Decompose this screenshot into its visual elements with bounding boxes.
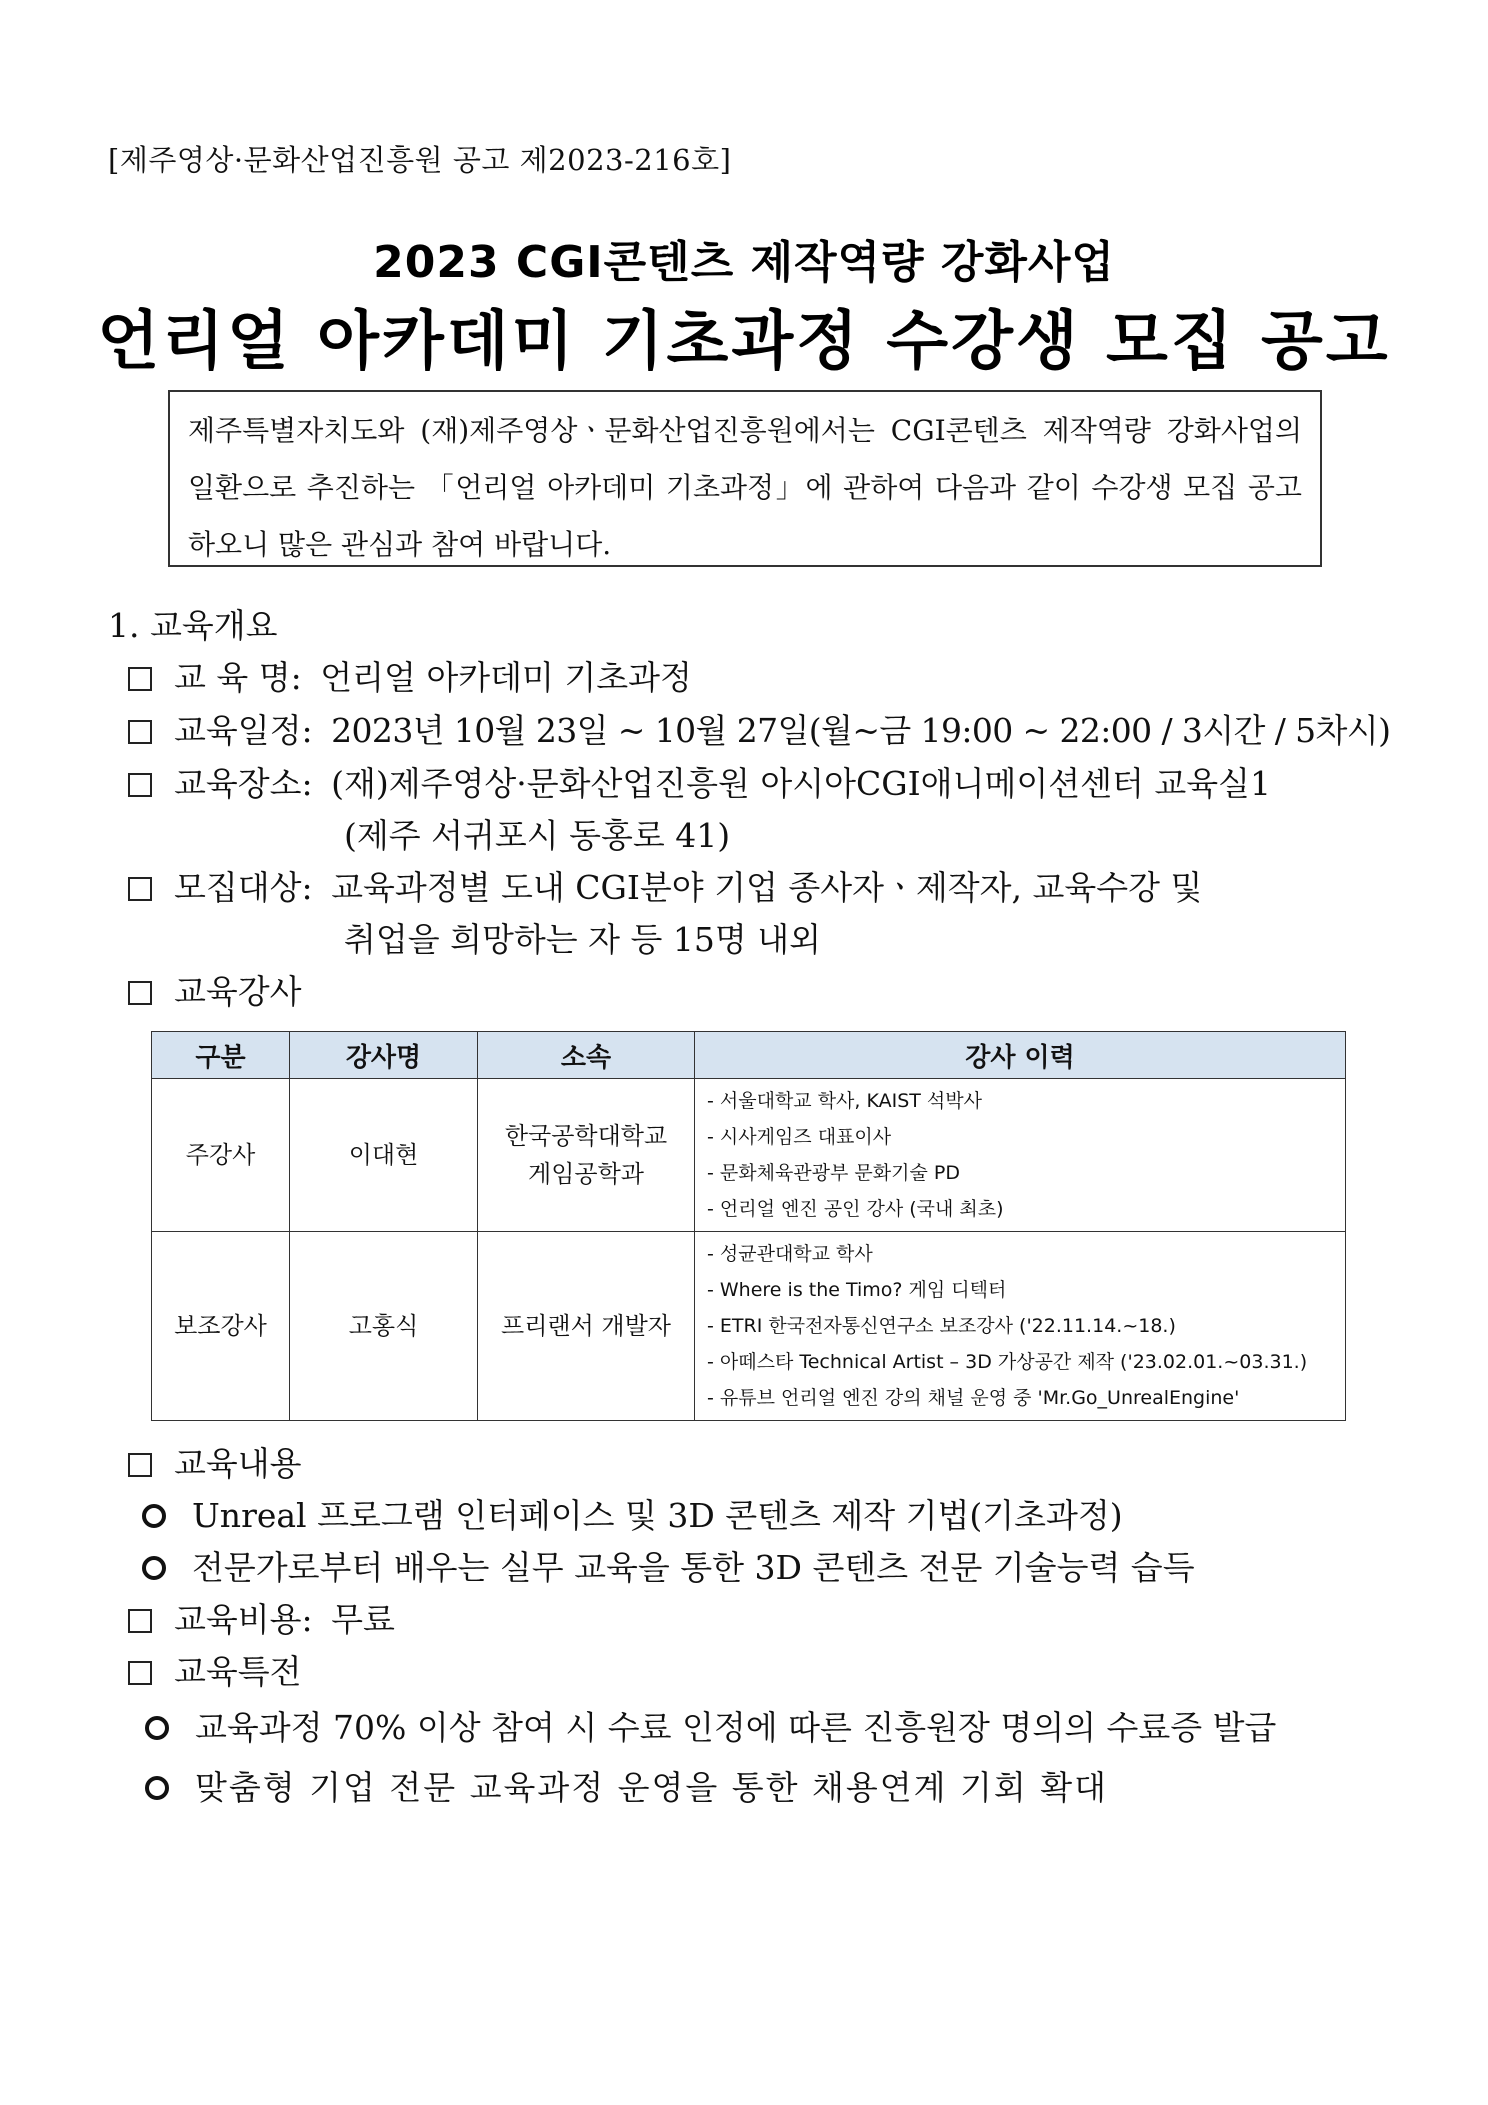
circle-bullet-icon bbox=[145, 1716, 169, 1740]
target-label: 모집대상: bbox=[174, 868, 313, 907]
circle-bullet-icon bbox=[145, 1776, 169, 1800]
instructor-table bbox=[151, 1031, 1346, 1421]
benefit-item bbox=[145, 1702, 1276, 1749]
target-value: 교육과정별 도내 CGI분야 기업 종사자ㆍ제작자, 교육수강 및 bbox=[331, 868, 1203, 907]
content-heading: 교육내용 bbox=[174, 1444, 302, 1483]
intro-text: 제주특별자치도와 (재)제주영상ㆍ문화산업진흥원에서는 CGI콘텐츠 제작역량 강화사업의 일환으로 추진하는 「언리얼 아카데미 기초과정」에 관하여 다음과 같이 수강생 모집 공고하오니 많은 관심과 참여 바랍니다. bbox=[188, 414, 1302, 561]
header-name: 강사명 bbox=[290, 1032, 478, 1079]
checkbox-square-icon bbox=[128, 667, 152, 691]
content-item-text: Unreal 프로그램 인터페이스 및 3D 콘텐츠 제작 기법(기초과정) bbox=[192, 1496, 1123, 1535]
benefit-item bbox=[145, 1762, 1108, 1809]
target-row bbox=[128, 862, 1202, 909]
affiliation-line: 프리랜서 개발자 bbox=[501, 1312, 671, 1340]
instructors-heading: 교육강사 bbox=[174, 972, 302, 1011]
table-row bbox=[152, 1079, 1346, 1232]
header-affiliation: 소속 bbox=[478, 1032, 695, 1079]
career-item: - ETRI 한국전자통신연구소 보조강사 ('22.11.14.~18.) bbox=[707, 1315, 1176, 1337]
career-item: - 시사게임즈 대표이사 bbox=[707, 1126, 892, 1148]
circle-bullet-icon bbox=[142, 1504, 166, 1528]
career-item: - 언리얼 엔진 공인 강사 (국내 최초) bbox=[707, 1198, 1004, 1220]
table-row bbox=[152, 1232, 1346, 1421]
cell-role: 주강사 bbox=[152, 1079, 290, 1232]
cost-value: 무료 bbox=[331, 1600, 395, 1639]
schedule-value: 2023년 10월 23일 ~ 10월 27일(월~금 19:00 ~ 22:00 / 3시간 / 5차시) bbox=[331, 711, 1391, 750]
target-value-2: 취업을 희망하는 자 등 15명 내외 bbox=[344, 920, 821, 959]
header-role: 구분 bbox=[152, 1032, 290, 1079]
location-value: (재)제주영상·문화산업진흥원 아시아CGI애니메이션센터 교육실1 bbox=[331, 764, 1271, 803]
course-name-label: 교 육 명: bbox=[174, 658, 302, 697]
circle-bullet-icon bbox=[142, 1556, 166, 1580]
benefits-heading: 교육특전 bbox=[174, 1652, 302, 1691]
affiliation-line: 한국공학대학교 bbox=[504, 1122, 668, 1150]
cell-name: 고홍식 bbox=[290, 1232, 478, 1421]
checkbox-square-icon bbox=[128, 1661, 152, 1685]
intro-box bbox=[168, 390, 1322, 567]
location-address: (제주 서귀포시 동홍로 41) bbox=[344, 816, 731, 855]
checkbox-square-icon bbox=[128, 877, 152, 901]
header-career: 강사 이력 bbox=[695, 1032, 1346, 1079]
instructors-heading-row bbox=[128, 966, 302, 1013]
career-item: - 성균관대학교 학사 bbox=[707, 1243, 873, 1265]
location-row bbox=[128, 758, 1271, 805]
cell-affiliation bbox=[478, 1232, 695, 1421]
career-item: - 서울대학교 학사, KAIST 석박사 bbox=[707, 1090, 982, 1112]
checkbox-square-icon bbox=[128, 1453, 152, 1477]
cell-role: 보조강사 bbox=[152, 1232, 290, 1421]
benefits-heading-row bbox=[128, 1646, 302, 1693]
cost-row bbox=[128, 1594, 395, 1641]
checkbox-square-icon bbox=[128, 720, 152, 744]
table-header-row bbox=[152, 1032, 1346, 1079]
cell-name: 이대현 bbox=[290, 1079, 478, 1232]
checkbox-square-icon bbox=[128, 773, 152, 797]
content-heading-row bbox=[128, 1438, 302, 1485]
course-name-value: 언리얼 아카데미 기초과정 bbox=[320, 658, 692, 697]
notice-number: [제주영상·문화산업진흥원 공고 제2023-216호] bbox=[108, 143, 732, 177]
course-name-row bbox=[128, 652, 692, 699]
content-item bbox=[142, 1490, 1123, 1537]
section-heading-overview: 1. 교육개요 bbox=[108, 606, 278, 645]
cost-label: 교육비용: bbox=[174, 1600, 313, 1639]
benefit-item-text: 교육과정 70% 이상 참여 시 수료 인정에 따른 진흥원장 명의의 수료증 발급 bbox=[195, 1708, 1277, 1747]
career-item: - Where is the Timo? 게임 디텍터 bbox=[707, 1279, 1007, 1301]
schedule-row bbox=[128, 705, 1390, 752]
cell-affiliation bbox=[478, 1079, 695, 1232]
career-item: - 아떼스타 Technical Artist – 3D 가상공간 제작 ('23.02.01.~03.31.) bbox=[707, 1351, 1308, 1373]
schedule-label: 교육일정: bbox=[174, 711, 313, 750]
location-label: 교육장소: bbox=[174, 764, 313, 803]
content-item-text: 전문가로부터 배우는 실무 교육을 통한 3D 콘텐츠 전문 기술능력 습득 bbox=[192, 1548, 1195, 1587]
affiliation-line: 게임공학과 bbox=[528, 1160, 644, 1188]
benefit-item-text: 맞춤형 기업 전문 교육과정 운영을 통한 채용연계 기회 확대 bbox=[195, 1768, 1108, 1807]
title-line-2: 언리얼 아카데미 기초과정 수강생 모집 공고 bbox=[97, 305, 1391, 379]
cell-career bbox=[695, 1079, 1346, 1232]
career-item: - 문화체육관광부 문화기술 PD bbox=[707, 1162, 960, 1184]
career-item: - 유튜브 언리얼 엔진 강의 채널 운영 중 'Mr.Go_UnrealEngine' bbox=[707, 1387, 1240, 1409]
content-item bbox=[142, 1542, 1195, 1589]
title-line-1: 2023 CGI콘텐츠 제작역량 강화사업 bbox=[373, 237, 1115, 288]
checkbox-square-icon bbox=[128, 981, 152, 1005]
cell-career bbox=[695, 1232, 1346, 1421]
checkbox-square-icon bbox=[128, 1609, 152, 1633]
